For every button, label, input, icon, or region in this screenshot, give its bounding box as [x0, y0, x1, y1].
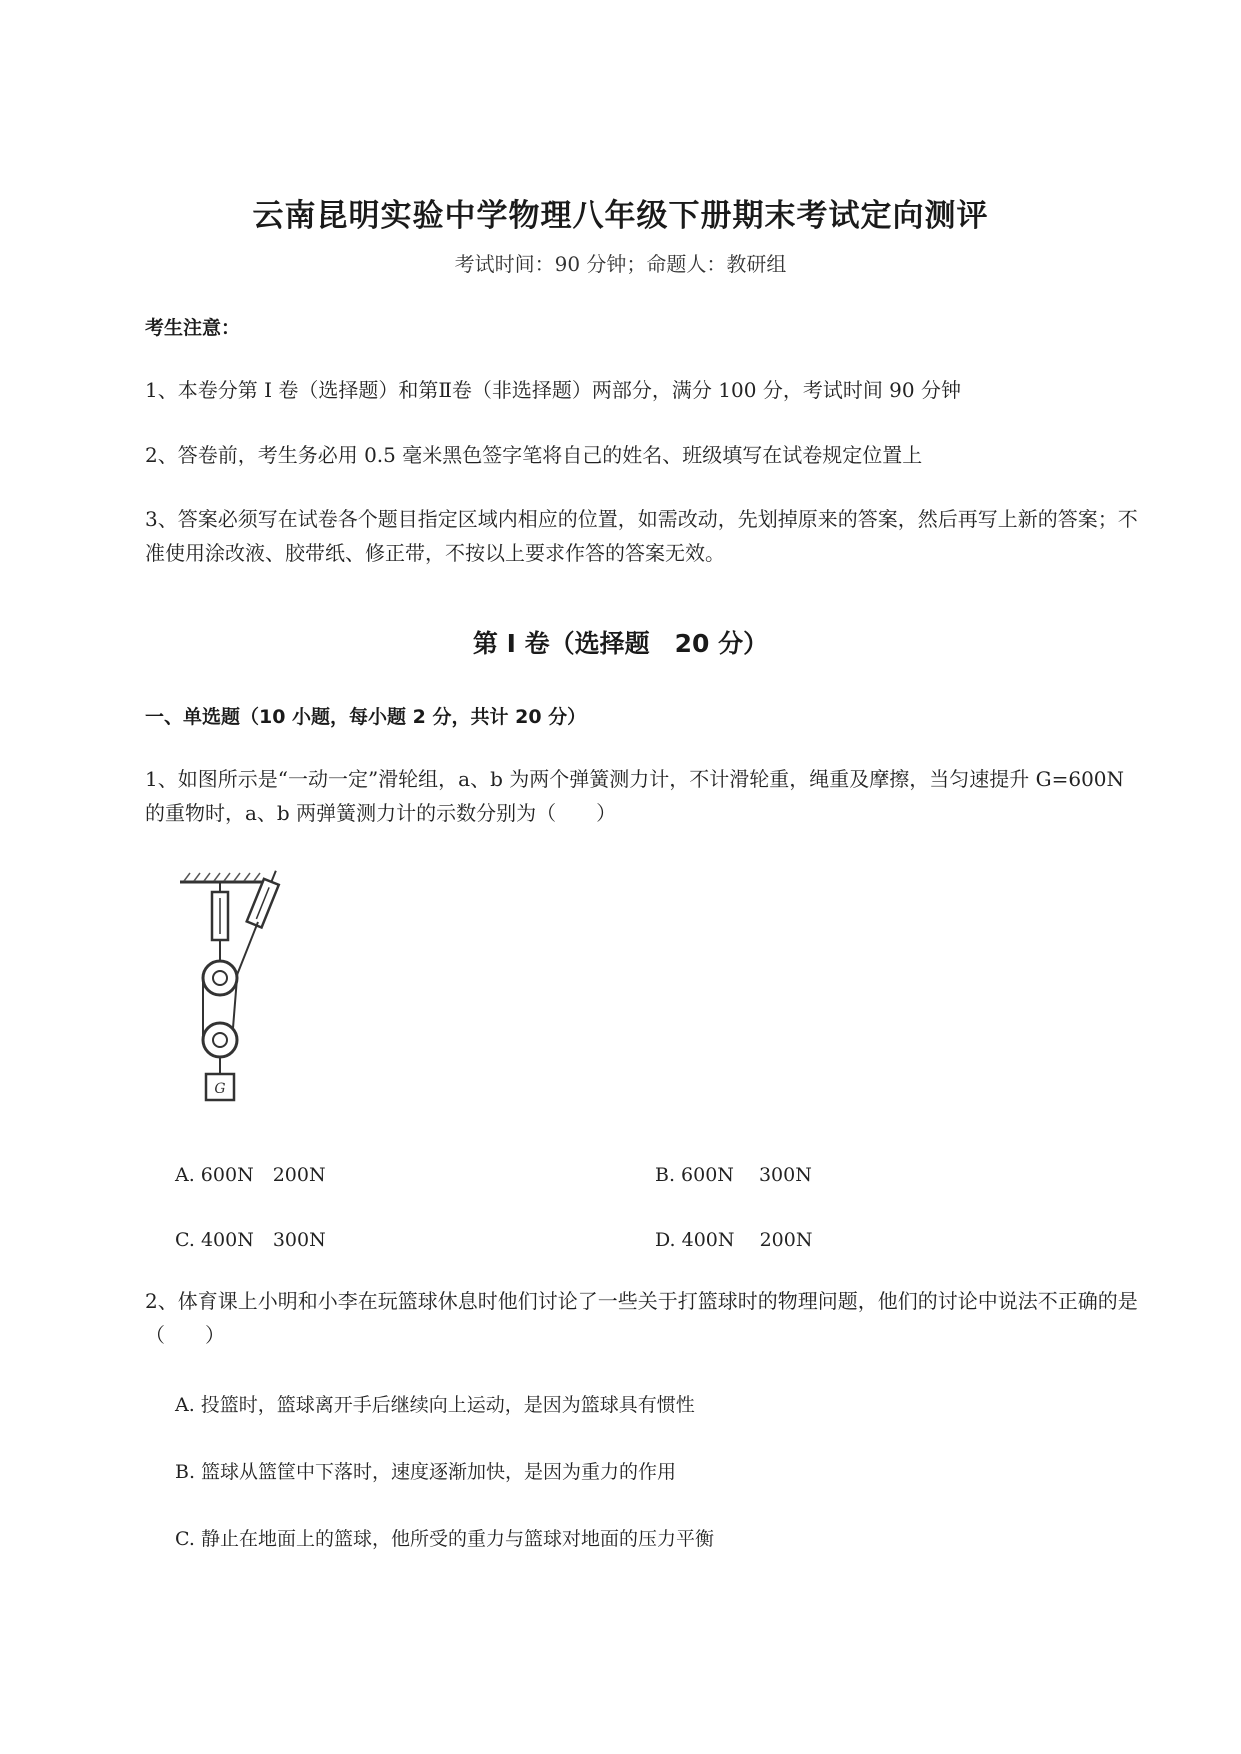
exam-title: 云南昆明实验中学物理八年级下册期末考试定向测评: [252, 198, 989, 234]
q1-option-d[interactable]: D. 400N 200N: [655, 1229, 813, 1251]
q1-option-a[interactable]: A. 600N 200N: [175, 1164, 326, 1186]
notice-item-1: 1、本卷分第 I 卷（选择题）和第Ⅱ卷（非选择题）两部分，满分 100 分，考试时间 90 分钟: [145, 378, 961, 402]
pulley-figure: [170, 860, 310, 1110]
notice-item-2: 2、答卷前，考生务必用 0.5 毫米黑色签字笔将自己的姓名、班级填写在试卷规定位置上: [145, 443, 923, 467]
q1-option-c[interactable]: C. 400N 300N: [175, 1229, 326, 1251]
notice-item-3: 3、答案必须写在试卷各个题目指定区域内相应的位置，如需改动，先划掉原来的答案，然后再写上新的答案；不准使用涂改液、胶带纸、修正带，不按以上要求作答的答案无效。: [145, 507, 1138, 565]
pulley-diagram: [170, 860, 310, 1110]
ceiling-hatching: [184, 873, 260, 881]
weight-label: G: [214, 1081, 226, 1097]
section-subheading: 一、单选题（10 小题，每小题 2 分，共计 20 分）: [145, 706, 587, 728]
question-2-stem: 2、体育课上小明和小李在玩篮球休息时他们讨论了一些关于打篮球时的物理问题，他们的讨论中说法不正确的是（ ）: [145, 1289, 1138, 1347]
question-1-stem: 1、如图所示是“一动一定”滑轮组，a、b 为两个弹簧测力计，不计滑轮重，绳重及摩擦，当匀速提升 G=600N 的重物时，a、b 两弹簧测力计的示数分别为（ ）: [145, 767, 1125, 825]
q2-option-b[interactable]: B. 篮球从篮筐中下落时，速度逐渐加快，是因为重力的作用: [175, 1461, 677, 1483]
rope-right: [237, 922, 258, 975]
q1-option-b[interactable]: B. 600N 300N: [655, 1164, 812, 1186]
section-title: 第 I 卷（选择题 20 分）: [472, 629, 769, 658]
spring-scale-b: [247, 868, 284, 928]
notice-heading: 考生注意：: [145, 317, 241, 339]
q2-option-c[interactable]: C. 静止在地面上的篮球，他所受的重力与篮球对地面的压力平衡: [175, 1528, 714, 1550]
fixed-pulley: [203, 961, 237, 995]
movable-pulley: [203, 1023, 237, 1057]
exam-subtitle: 考试时间：90 分钟；命题人：教研组: [454, 252, 787, 276]
q2-option-a[interactable]: A. 投篮时，篮球离开手后继续向上运动，是因为篮球具有惯性: [175, 1394, 695, 1416]
